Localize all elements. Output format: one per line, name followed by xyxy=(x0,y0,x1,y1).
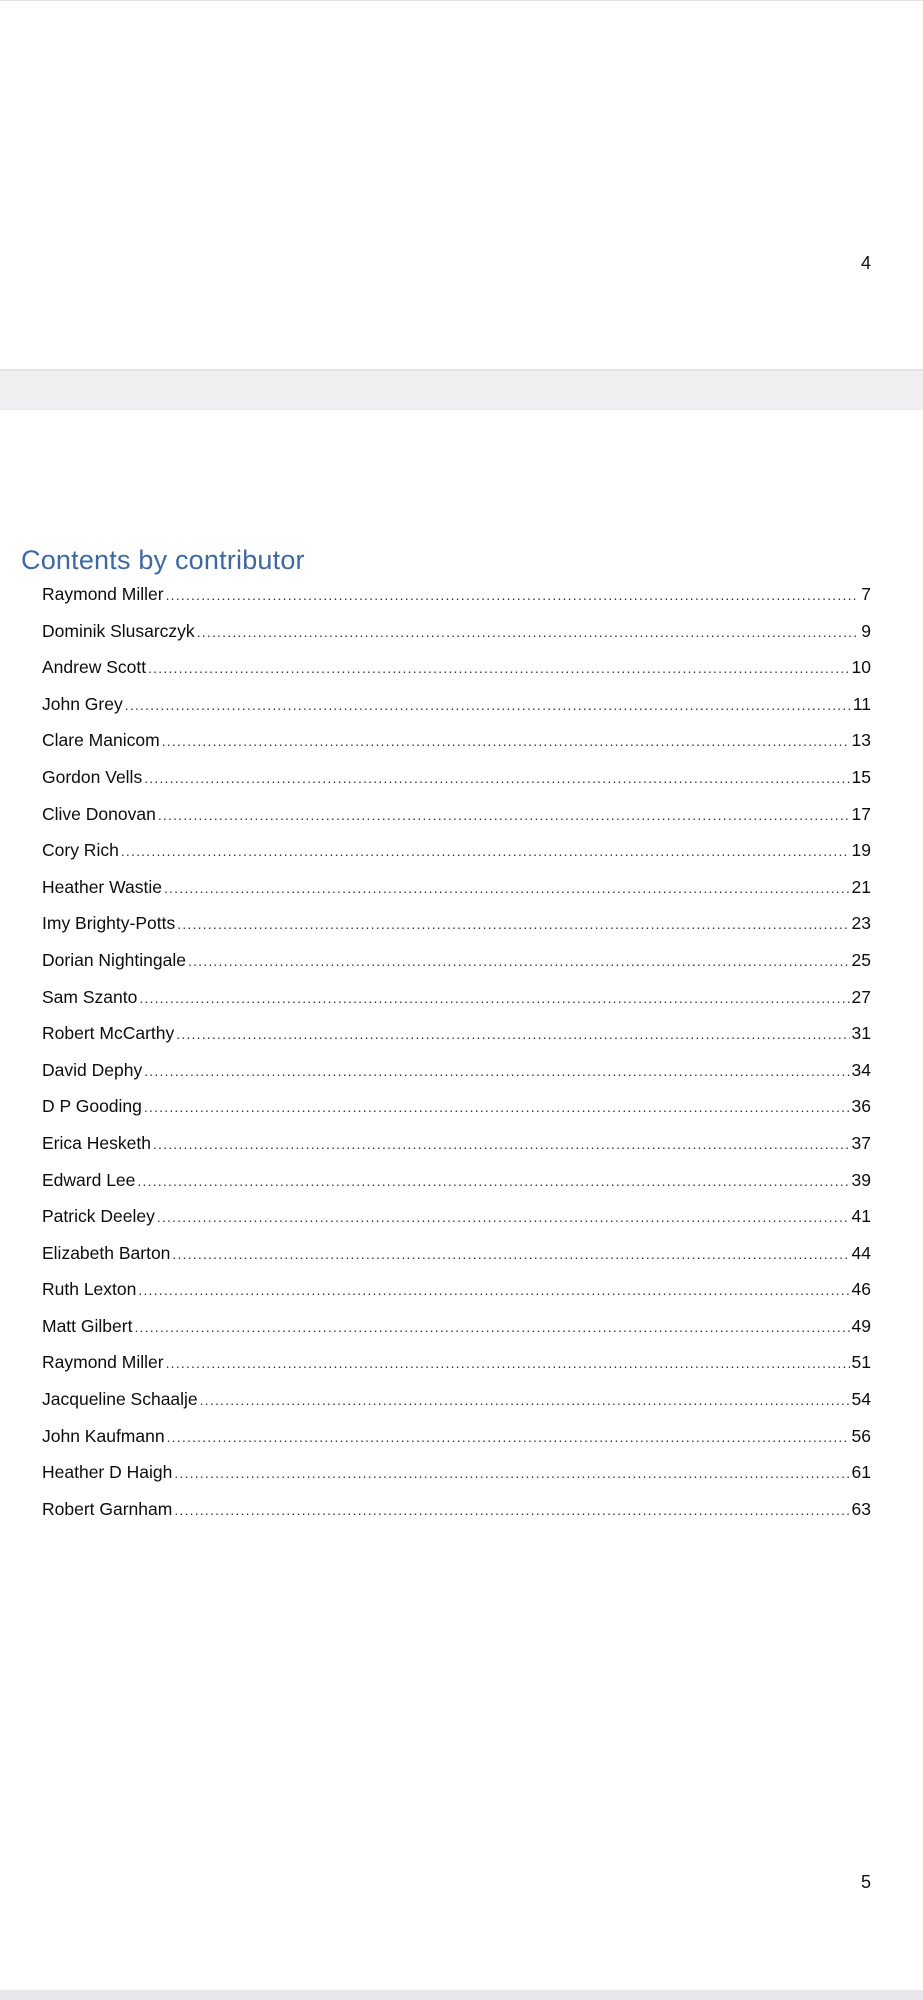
toc-entry-name: Sam Szanto xyxy=(42,986,138,1007)
toc-entry[interactable] xyxy=(42,1206,871,1243)
toc-entry-page: 54 xyxy=(851,1389,871,1410)
toc-entry-name: Heather D Haigh xyxy=(42,1462,173,1483)
toc-entry-name: Dorian Nightingale xyxy=(42,949,186,970)
toc-entry[interactable] xyxy=(42,1133,871,1170)
toc-entry-name: Robert Garnham xyxy=(42,1498,173,1519)
toc-entry[interactable] xyxy=(42,1243,871,1280)
toc-entry[interactable] xyxy=(42,1279,871,1316)
toc-dot-leader xyxy=(177,916,849,932)
toc-entry[interactable] xyxy=(42,657,871,694)
toc-dot-leader xyxy=(162,733,850,749)
toc-dot-leader xyxy=(137,1173,849,1189)
toc-entry-page: 36 xyxy=(851,1096,871,1117)
toc-dot-leader xyxy=(125,697,851,713)
toc-entry-name: Clive Donovan xyxy=(42,803,156,824)
toc-entry-page: 61 xyxy=(851,1462,871,1483)
toc-entry[interactable] xyxy=(42,730,871,767)
toc-entry[interactable] xyxy=(42,804,871,841)
toc-entry-page: 17 xyxy=(851,803,871,824)
toc-entry[interactable] xyxy=(42,584,871,621)
toc-entry-page: 46 xyxy=(851,1279,871,1300)
toc-entry-name: Patrick Deeley xyxy=(42,1206,155,1227)
toc-entry-name: Heather Wastie xyxy=(42,876,162,897)
next-page-edge xyxy=(0,1990,923,2000)
toc-dot-leader xyxy=(148,660,849,676)
toc-entry[interactable] xyxy=(42,987,871,1024)
toc-entry[interactable] xyxy=(42,621,871,658)
toc-dot-leader xyxy=(157,1209,850,1225)
toc-entry-name: Matt Gilbert xyxy=(42,1315,133,1336)
toc-entry[interactable] xyxy=(42,1096,871,1133)
toc-entry[interactable] xyxy=(42,1499,871,1536)
toc-dot-leader xyxy=(167,1429,850,1445)
toc-dot-leader xyxy=(144,770,849,786)
page-5 xyxy=(0,410,923,1990)
toc-entry-page: 13 xyxy=(851,730,871,751)
toc-entry[interactable] xyxy=(42,1023,871,1060)
toc-entry-page: 39 xyxy=(851,1169,871,1190)
toc-dot-leader xyxy=(144,1063,849,1079)
toc-entry-page: 23 xyxy=(851,913,871,934)
toc-entry[interactable] xyxy=(42,1426,871,1463)
toc-entry-page: 27 xyxy=(851,986,871,1007)
toc-dot-leader xyxy=(153,1136,850,1152)
toc-entry-name: Robert McCarthy xyxy=(42,1023,175,1044)
toc-entry-page: 10 xyxy=(851,657,871,678)
toc-dot-leader xyxy=(174,1502,849,1518)
toc-entry-name: D P Gooding xyxy=(42,1096,142,1117)
toc-dot-leader xyxy=(158,807,850,823)
toc-entry[interactable] xyxy=(42,1352,871,1389)
toc-entry-name: Raymond Miller xyxy=(42,1352,164,1373)
toc-entry[interactable] xyxy=(42,767,871,804)
toc-entry-name: Dominik Slusarczyk xyxy=(42,620,195,641)
toc-dot-leader xyxy=(166,587,860,603)
toc-dot-leader xyxy=(144,1099,850,1115)
toc-entry[interactable] xyxy=(42,840,871,877)
toc-dot-leader xyxy=(172,1246,849,1262)
toc-entry[interactable] xyxy=(42,1462,871,1499)
toc-dot-leader xyxy=(176,1026,849,1042)
toc-dot-leader xyxy=(174,1465,849,1481)
toc-entry-name: Edward Lee xyxy=(42,1169,136,1190)
toc-entry-page: 31 xyxy=(851,1023,871,1044)
toc-entry-page: 7 xyxy=(861,584,871,604)
toc-entry-page: 25 xyxy=(851,949,871,970)
page-number: 4 xyxy=(860,253,871,273)
toc-entry-name: Cory Rich xyxy=(42,840,119,861)
toc-entry-page: 49 xyxy=(851,1315,871,1336)
toc-entry[interactable] xyxy=(42,1316,871,1353)
toc-entry-page: 56 xyxy=(851,1425,871,1446)
toc-entry-name: Ruth Lexton xyxy=(42,1279,137,1300)
toc-entry-name: Jacqueline Schaalje xyxy=(42,1389,198,1410)
toc-dot-leader xyxy=(200,1392,850,1408)
toc-entry[interactable] xyxy=(42,1060,871,1097)
toc-entry-page: 19 xyxy=(851,840,871,861)
page-4 xyxy=(0,0,923,369)
toc-entry-name: Gordon Vells xyxy=(42,766,143,787)
toc-entry[interactable] xyxy=(42,1389,871,1426)
toc-entry-page: 15 xyxy=(851,766,871,787)
toc-entry-page: 44 xyxy=(851,1242,871,1263)
toc-entry-page: 34 xyxy=(851,1059,871,1080)
toc-dot-leader xyxy=(166,1355,850,1371)
toc-entry-name: David Dephy xyxy=(42,1059,143,1080)
toc-entry[interactable] xyxy=(42,694,871,731)
toc-entry[interactable] xyxy=(42,1170,871,1207)
toc-entry-name: Erica Hesketh xyxy=(42,1132,151,1153)
page-number: 5 xyxy=(860,1872,871,1892)
toc-entry-name: Andrew Scott xyxy=(42,657,147,678)
toc-entry-name: Imy Brighty-Potts xyxy=(42,913,176,934)
toc-dot-leader xyxy=(164,880,850,896)
toc-entry-page: 21 xyxy=(851,876,871,897)
toc-dot-leader xyxy=(197,624,860,640)
toc-dot-leader xyxy=(138,1282,849,1298)
toc-entry-name: Clare Manicom xyxy=(42,730,160,751)
toc-entry-page: 41 xyxy=(851,1206,871,1227)
toc-entry[interactable] xyxy=(42,950,871,987)
toc-dot-leader xyxy=(188,953,850,969)
toc-dot-leader xyxy=(134,1319,849,1335)
toc-entry-page: 11 xyxy=(852,693,871,714)
toc-heading: Contents by contributor xyxy=(21,545,305,575)
toc-entry-page: 63 xyxy=(851,1498,871,1519)
toc-entry-name: Elizabeth Barton xyxy=(42,1242,171,1263)
toc-entry-name: John Kaufmann xyxy=(42,1425,165,1446)
toc-dot-leader xyxy=(121,843,850,859)
toc-entry[interactable] xyxy=(42,877,871,914)
toc-entry-name: John Grey xyxy=(42,693,123,714)
toc-entry-page: 37 xyxy=(851,1132,871,1153)
toc-entry-page: 9 xyxy=(861,620,871,641)
toc-dot-leader xyxy=(139,990,849,1006)
toc-list xyxy=(42,584,871,1535)
toc-entry-name: Raymond Miller xyxy=(42,584,164,604)
toc-entry[interactable] xyxy=(42,913,871,950)
toc-entry-page: 51 xyxy=(851,1352,871,1373)
